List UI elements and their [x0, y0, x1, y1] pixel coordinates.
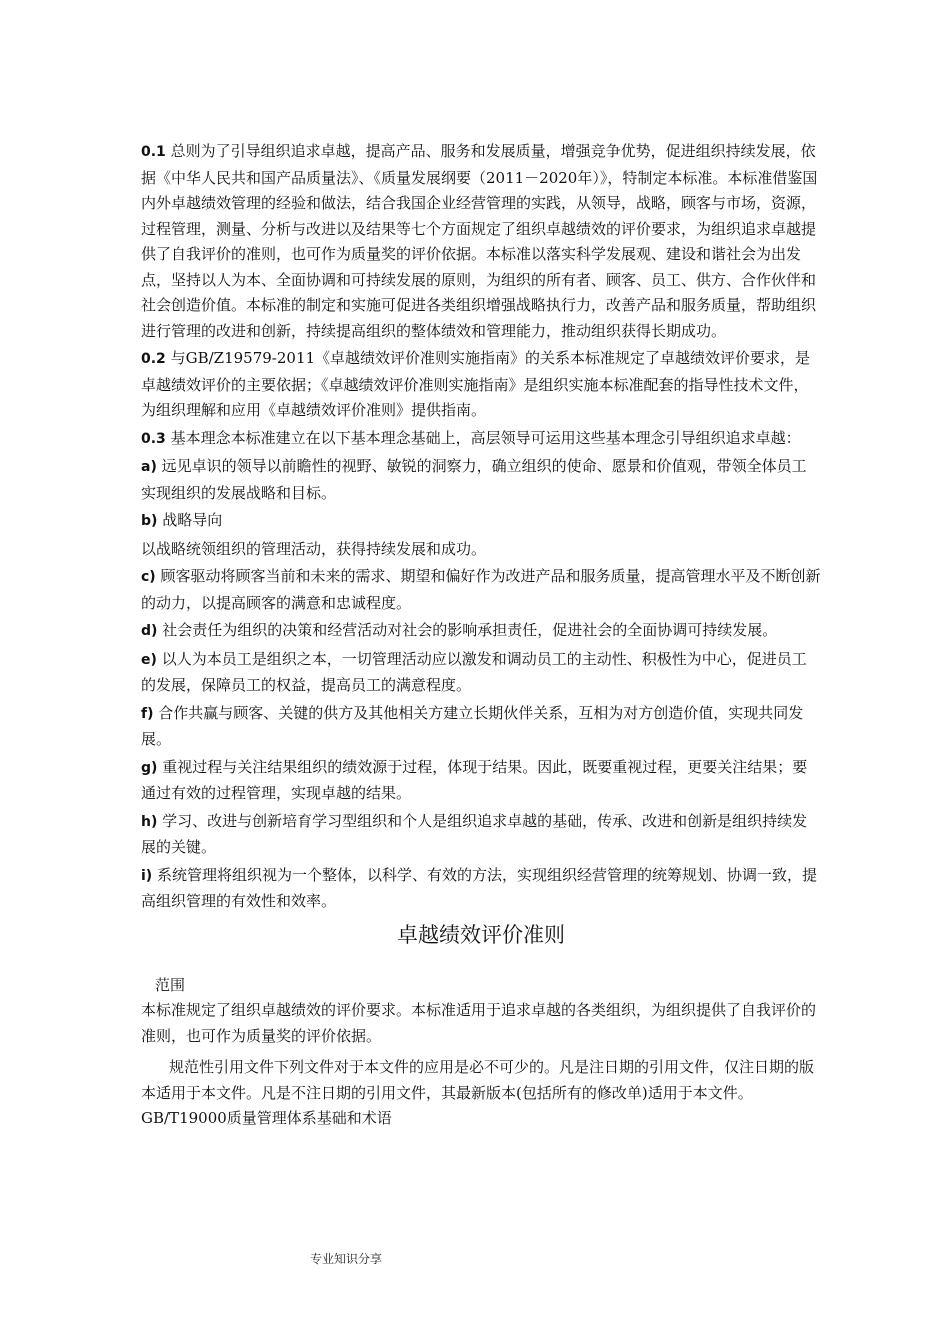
item-text: 学习、改进与创新培育学习型组织和个人是组织追求卓越的基础，传承、改进和创新是组织持续发展的关键。 — [141, 811, 808, 856]
item-text: 顾客驱动将顾客当前和未来的需求、期望和偏好作为改进产品和服务质量，提高管理水平及不断创新的动力，以提高顾客的满意和忠诚程度。 — [141, 567, 821, 612]
clause-0-2 — [141, 346, 821, 424]
list-item-e — [141, 647, 821, 699]
clause-number: 0.3 — [141, 430, 166, 447]
list-item-c — [141, 564, 821, 616]
item-text: 社会责任为组织的决策和经营活动对社会的影响承担责任，促进社会的全面协调可持续发展。 — [162, 621, 778, 639]
item-label: g) — [141, 759, 158, 776]
item-text: 系统管理将组织视为一个整体，以科学、有效的方法，实现组织经营管理的统筹规划、协调一致，提高组织管理的有效性和效率。 — [141, 865, 817, 910]
list-item-b-detail: 以战略统领组织的管理活动，获得持续发展和成功。 — [141, 539, 487, 558]
clause-0-3 — [141, 426, 821, 453]
item-label: h) — [141, 813, 158, 830]
document-body — [141, 139, 821, 1134]
item-label: d) — [141, 623, 158, 639]
clause-number: 0.2 — [141, 351, 166, 367]
list-item-d — [141, 618, 821, 645]
scope-heading: 范围 — [155, 975, 186, 994]
list-item-b — [141, 508, 821, 535]
item-label: e) — [141, 651, 157, 668]
list-item-h — [141, 809, 821, 861]
list-item-g — [141, 755, 821, 807]
page-footer: 专业知识分享 — [310, 1252, 383, 1266]
item-label: b) — [141, 513, 158, 529]
scope-text: 本标准规定了组织卓越绩效的评价要求。本标准适用于追求卓越的各类组织，为组织提供了自我评价的准则，也可作为质量奖的评价依据。 — [141, 1001, 817, 1045]
list-item-i — [141, 863, 821, 915]
item-text: 战略导向 — [162, 511, 223, 529]
clause-text: 基本理念本标准建立在以下基本理念基础上，高层领导可运用这些基本理念引导组织追求卓越： — [170, 428, 801, 447]
item-label: a) — [141, 459, 157, 475]
clause-text: 与GB/Z19579-2011《卓越绩效评价准则实施指南》的关系本标准规定了卓越绩效评价要求，是卓越绩效评价的主要依据；《卓越绩效评价准则实施指南》是组织实施本标准配套的指导性技术文件，为组织理解和应用《卓越绩效评价准则》提供指南。 — [141, 349, 811, 419]
item-text: 远见卓识的领导以前瞻性的视野、敏锐的洞察力，确立组织的使命、愿景和价值观，带领全体员工实现组织的发展战略和目标。 — [141, 457, 807, 502]
clause-0-1 — [141, 139, 821, 344]
clause-number: 0.1 — [141, 144, 166, 160]
item-text: 合作共赢与顾客、关键的供方及其他相关方建立长期伙伴关系，互相为对方创造价值，实现共同发展。 — [141, 703, 804, 748]
item-label: c) — [141, 569, 156, 585]
list-item-a — [141, 454, 821, 506]
item-label: i) — [141, 867, 153, 884]
document-title: 卓越绩效评价准则 — [397, 922, 565, 947]
item-label: f) — [141, 705, 154, 722]
item-text: 以人为本员工是组织之本，一切管理活动应以激发和调动员工的主动性、积极性为中心，促进员工的发展，保障员工的权益，提高员工的满意程度。 — [141, 649, 807, 694]
clause-text: 总则为了引导组织追求卓越，提高产品、服务和发展质量，增强竞争优势，促进组织持续发展，依据《中华人民共和国产品质量法》、《质量发展纲要（2011－2020年）》，特制定本标准。本标准借鉴国内外卓越绩效管理的经验和做法，结合我国企业经营管理的实践，从领导，战略，顾客与市场，资源，过程管理，测量、分析与改进以及结果等七个方面规定了组织卓越绩效的评价要求，为组织追求卓越提供了自我评价的准则，也可作为质量奖的评价依据。本标准以落实科学发展观、建设和谐社会为出发点，坚持以人为本、全面协调和可持续发展的原则，为组织的所有者、顾客、员工、供方、合作伙伴和社会创造价值。本标准的制定和实施可促进各类组织增强战略执行力，改善产品和服务质量，帮助组织进行管理的改进和创新，持续提高组织的整体绩效和管理能力，推动组织获得长期成功。 — [141, 142, 818, 340]
normative-references-text: 规范性引用文件下列文件对于本文件的应用是必不可少的。凡是注日期的引用文件，仅注日期的版本适用于本文件。凡是不注日期的引用文件，其最新版本(包括所有的修改单)适用于本文件。GB/T19000质量管理体系基础和术语 — [141, 1058, 815, 1127]
item-text: 重视过程与关注结果组织的绩效源于过程，体现于结果。因此，既要重视过程，更要关注结果；要通过有效的过程管理，实现卓越的结果。 — [141, 757, 808, 802]
list-item-f — [141, 701, 821, 753]
